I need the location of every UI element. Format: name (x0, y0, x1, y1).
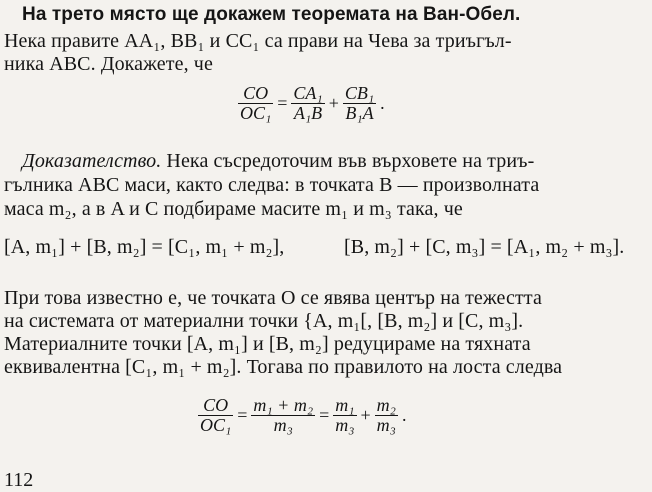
text-line: Материалните точки [A, m₁] и [B, m₂] редуцираме на тяхната (4, 333, 531, 355)
proof-label: Доказателство. (22, 150, 162, 172)
equation-a: [A, m₁] + [B, m₂] = [C₁, m₁ + m₂], (4, 236, 285, 258)
text-line: еквивалентна [C₁, m₁ + m₂]. Тогава по правилото на лоста следва (4, 356, 563, 378)
fraction: $\frac{CO}{\text{OC₁}}$ (240, 83, 272, 123)
text-line: Доказателство. Нека съсредоточим във върховете на триъ- (22, 150, 535, 172)
fraction: $\frac{\text{m₁ + m₂}}{\text{m₃}}$ (253, 395, 314, 435)
formula-ceva-ratio: $\frac{CO}{\text{OC₁}}$ = $\frac{\text{CA₁}}{\text{A₁B}}$ + $\frac{\text{CB₁}}{\text{B₁A}}$ . (240, 83, 385, 123)
text-line: маса m₂, а в A и C подбираме масите m₁ и m₃ така, че (4, 198, 463, 220)
text-line: на системата от материални точки {A, m₁[, [B, m₂] и [C, m₃]. (4, 310, 524, 332)
fraction: $\frac{CO}{\text{OC₁}}$ (200, 395, 232, 435)
fraction: $\frac{\text{m₂}}{\text{m₃}}$ (376, 395, 396, 435)
text-line: ника ABC. Докажете, че (4, 53, 213, 75)
page-number: 112 (4, 469, 34, 491)
equation-b: [B, m₂] + [C, m₃] = [A₁, m₂ + m₃]. (344, 236, 625, 258)
text-line: гълника ABC маси, както следва: в точката B — произволната (4, 174, 540, 196)
fraction: $\frac{\text{m₁}}{\text{m₃}}$ (335, 395, 355, 435)
fraction: $\frac{\text{CA₁}}{\text{A₁B}}$ (293, 83, 323, 123)
formula-lever-rule: $\frac{CO}{\text{OC₁}}$ = $\frac{\text{m₁ + m₂}}{\text{m₃}}$ = $\frac{\text{m₁}}{\text{m₃}}$ + $\frac{\text{m₂}}{\text{m₃}}$ . (200, 395, 407, 435)
section-heading: На трето място ще докажем теоремата на Ван-Обел. (22, 4, 521, 25)
text-line: При това известно е, че точката O се явява център на тежестта (4, 287, 542, 309)
fraction: $\frac{\text{CB₁}}{\text{B₁A}}$ (344, 83, 375, 123)
text-line: Нека правите AA₁, BB₁ и CC₁ са прави на Чева за триъгъл- (4, 30, 512, 52)
